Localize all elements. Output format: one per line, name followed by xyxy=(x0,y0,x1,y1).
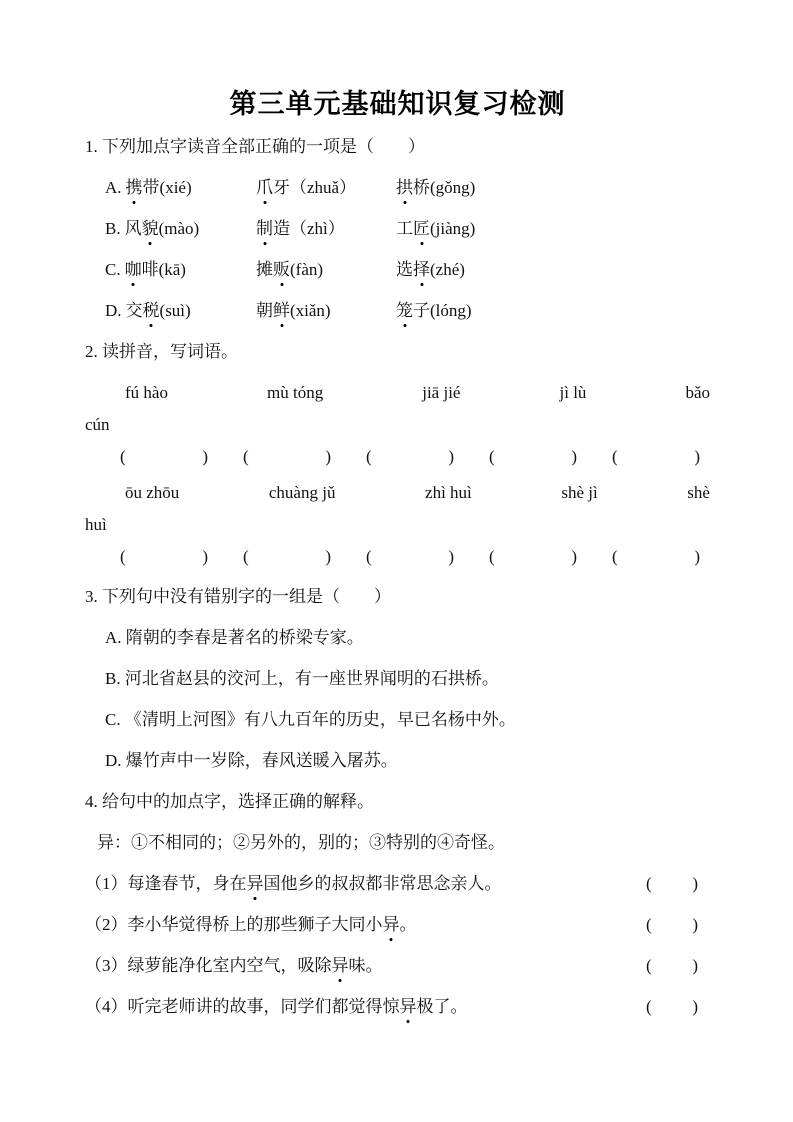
q4-sentence xyxy=(85,994,468,1020)
q3-option-a: A. 隋朝的李春是著名的桥梁专家。 xyxy=(105,628,364,648)
answer-blank xyxy=(243,444,331,470)
pinyin-word: shè jì xyxy=(561,483,598,503)
q2-answer-blanks-1 xyxy=(85,444,710,470)
answer-blank xyxy=(612,544,700,570)
q1-option-b-word-3 xyxy=(396,216,475,242)
word-post: 桥(gǒng) xyxy=(413,178,476,198)
sentence-post: 味。 xyxy=(348,956,383,976)
q1-option-b-word-1 xyxy=(105,216,256,242)
sentence-pre: （1）每逢春节，身在 xyxy=(85,874,247,894)
answer-blank xyxy=(366,444,454,470)
close-paren: ) xyxy=(202,447,208,467)
q1-option-a xyxy=(85,175,710,201)
answer-blank xyxy=(612,444,700,470)
option-label: C. xyxy=(105,260,121,280)
open-paren: ( xyxy=(366,447,372,467)
word-post: 造（zhì） xyxy=(273,219,345,239)
close-paren: ) xyxy=(571,547,577,567)
word-pre: 交 xyxy=(125,301,143,321)
q1-option-d-word-1 xyxy=(105,298,256,324)
dotted-char: 咖 xyxy=(125,257,142,283)
open-paren: ( xyxy=(366,547,372,567)
q4-item-4 xyxy=(85,994,710,1020)
q4-definition-key: 异：①不相同的；②另外的，别的；③特别的④奇怪。 xyxy=(97,833,505,853)
q1-option-c-word-2 xyxy=(256,257,396,283)
answer-blank xyxy=(489,444,577,470)
answer-blank xyxy=(120,444,208,470)
dotted-char: 爪 xyxy=(256,175,273,201)
close-paren: ) xyxy=(448,447,454,467)
answer-blank xyxy=(366,544,454,570)
q2-pinyin-row-2 xyxy=(85,480,710,506)
question-2-stem: 2. 读拼音，写词语。 xyxy=(85,342,238,362)
sentence-pre: （3）绿萝能净化室内空气，吸除 xyxy=(85,956,332,976)
answer-blank xyxy=(646,912,698,938)
dotted-char: 鲜 xyxy=(273,298,290,324)
word-post: (zhé) xyxy=(430,260,465,280)
open-paren: ( xyxy=(489,547,495,567)
q1-option-b-word-2 xyxy=(256,216,396,242)
q3-option-d: D. 爆竹声中一岁除，春风送暖入屠苏。 xyxy=(105,751,398,771)
q1-option-a-word-1 xyxy=(105,175,256,201)
word-post: 啡(kā) xyxy=(141,260,186,280)
open-paren: ( xyxy=(612,547,618,567)
sentence-post: 国他乡的叔叔都非常思念亲人。 xyxy=(263,874,502,894)
answer-blank xyxy=(646,994,698,1020)
answer-blank xyxy=(489,544,577,570)
dotted-char: 拱 xyxy=(396,175,413,201)
q2-pinyin-wrap-1: cún xyxy=(85,415,110,435)
q1-option-d-word-3 xyxy=(396,298,472,324)
pinyin-word: jì lù xyxy=(559,383,587,403)
word-post: 牙（zhuǎ） xyxy=(273,178,357,198)
dotted-char: 税 xyxy=(143,298,160,324)
open-paren: ( xyxy=(243,547,249,567)
pinyin-word: ōu zhōu xyxy=(125,483,180,503)
q1-option-c xyxy=(85,257,710,283)
word-post: 子(lóng) xyxy=(413,301,472,321)
open-paren: ( xyxy=(646,997,652,1017)
close-paren: ) xyxy=(692,997,698,1017)
pinyin-word: zhì huì xyxy=(425,483,472,503)
pinyin-word: bǎo xyxy=(685,383,710,403)
dotted-char: 异 xyxy=(400,994,417,1020)
q1-option-c-word-1 xyxy=(105,257,256,283)
q2-answer-blanks-2 xyxy=(85,544,710,570)
q4-item-2 xyxy=(85,912,710,938)
close-paren: ) xyxy=(571,447,577,467)
q3-option-c: C. 《清明上河图》有八九百年的历史，早已名杨中外。 xyxy=(105,710,516,730)
answer-blank xyxy=(646,871,698,897)
open-paren: ( xyxy=(120,447,126,467)
close-paren: ) xyxy=(692,956,698,976)
open-paren: ( xyxy=(646,874,652,894)
close-paren: ) xyxy=(325,547,331,567)
sentence-post: 极了。 xyxy=(416,997,468,1017)
open-paren: ( xyxy=(243,447,249,467)
q4-item-3 xyxy=(85,953,710,979)
q4-sentence xyxy=(85,871,502,897)
sentence-pre: （2）李小华觉得桥上的那些狮子大同小 xyxy=(85,915,383,935)
q1-option-d xyxy=(85,298,710,324)
word-post: 带(xié) xyxy=(142,178,192,198)
dotted-char: 择 xyxy=(413,257,430,283)
close-paren: ) xyxy=(692,874,698,894)
pinyin-word: mù tóng xyxy=(267,383,324,403)
close-paren: ) xyxy=(694,447,700,467)
q4-sentence xyxy=(85,953,383,979)
pinyin-word: shè xyxy=(687,483,710,503)
q1-option-d-word-2 xyxy=(256,298,396,324)
dotted-char: 异 xyxy=(383,912,400,938)
dotted-char: 异 xyxy=(247,871,264,897)
close-paren: ) xyxy=(325,447,331,467)
q2-pinyin-row-1 xyxy=(85,380,710,406)
question-1-stem: 1. 下列加点字读音全部正确的一项是（ ） xyxy=(85,137,425,157)
sentence-post: 。 xyxy=(399,915,417,935)
pinyin-word: fú hào xyxy=(125,383,168,403)
word-post: (suì) xyxy=(159,301,191,321)
q4-sentence xyxy=(85,912,417,938)
word-pre: 朝 xyxy=(256,301,273,321)
dotted-char: 异 xyxy=(332,953,349,979)
dotted-char: 貌 xyxy=(142,216,159,242)
answer-blank xyxy=(120,544,208,570)
close-paren: ) xyxy=(694,547,700,567)
option-label: A. xyxy=(105,178,122,198)
word-pre: 风 xyxy=(124,219,142,239)
word-post: (fàn) xyxy=(290,260,324,280)
open-paren: ( xyxy=(646,956,652,976)
close-paren: ) xyxy=(692,915,698,935)
dotted-char: 携 xyxy=(126,175,143,201)
word-post: (mào) xyxy=(158,219,200,239)
open-paren: ( xyxy=(612,447,618,467)
word-post: (xiǎn) xyxy=(290,301,331,321)
question-3-stem: 3. 下列句中没有错别字的一组是（ ） xyxy=(85,587,391,607)
q2-pinyin-wrap-2: huì xyxy=(85,515,107,535)
close-paren: ) xyxy=(448,547,454,567)
option-label: D. xyxy=(105,301,122,321)
open-paren: ( xyxy=(646,915,652,935)
option-label: B. xyxy=(105,219,121,239)
open-paren: ( xyxy=(489,447,495,467)
page-title: 第三单元基础知识复习检测 xyxy=(229,89,566,119)
word-pre: 选 xyxy=(396,260,413,280)
q1-option-c-word-3 xyxy=(396,257,465,283)
close-paren: ) xyxy=(202,547,208,567)
word-pre: 工 xyxy=(396,219,413,239)
pinyin-word: jiā jié xyxy=(422,383,461,403)
dotted-char: 笼 xyxy=(396,298,413,324)
question-4-stem: 4. 给句中的加点字，选择正确的解释。 xyxy=(85,792,374,812)
q1-option-b xyxy=(85,216,710,242)
dotted-char: 贩 xyxy=(273,257,290,283)
q4-item-1 xyxy=(85,871,710,897)
q1-option-a-word-3 xyxy=(396,175,475,201)
dotted-char: 制 xyxy=(256,216,273,242)
sentence-pre: （4）听完老师讲的故事，同学们都觉得惊 xyxy=(85,997,400,1017)
pinyin-word: chuàng jǔ xyxy=(268,483,336,503)
q3-option-b: B. 河北省赵县的洨河上，有一座世界闻明的石拱桥。 xyxy=(105,669,499,689)
word-pre: 摊 xyxy=(256,260,273,280)
answer-blank xyxy=(646,953,698,979)
answer-blank xyxy=(243,544,331,570)
open-paren: ( xyxy=(120,547,126,567)
q1-option-a-word-2 xyxy=(256,175,396,201)
dotted-char: 匠 xyxy=(413,216,430,242)
word-post: (jiàng) xyxy=(430,219,476,239)
